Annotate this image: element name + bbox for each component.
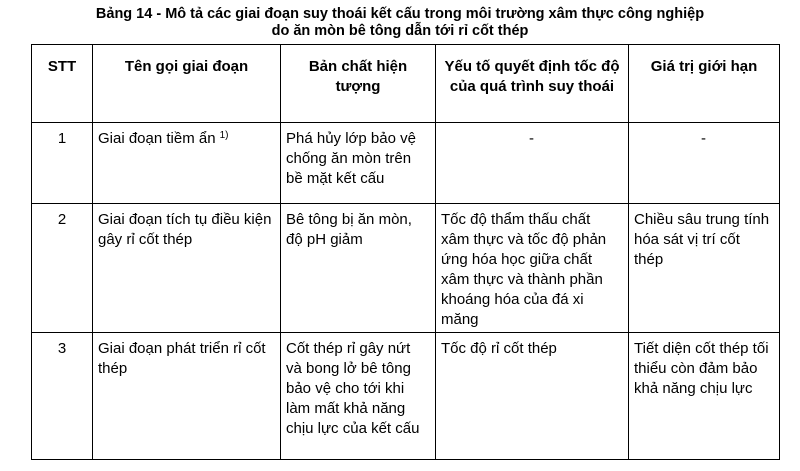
table-caption-line-2: do ăn mòn bê tông dẫn tới rỉ cốt thép: [271, 23, 529, 39]
cell-stt: 2: [32, 204, 93, 333]
cell-determining-factor: -: [436, 123, 629, 204]
header-phenomenon-nature: Bản chất hiện tượng: [281, 45, 436, 123]
cell-phenomenon-nature: Phá hủy lớp bảo vệ chống ăn mòn trên bề mặt kết cấu: [281, 123, 436, 204]
stage-name-text: Giai đoạn tiềm ẩn: [98, 130, 216, 147]
cell-limit-value: Tiết diện cốt thép tối thiểu còn đảm bảo khả năng chịu lực: [629, 333, 780, 460]
cell-stt: 1: [32, 123, 93, 204]
degradation-stages-table: [31, 44, 780, 460]
table-row: [32, 333, 780, 460]
table-row: [32, 204, 780, 333]
cell-stage-name: [93, 123, 281, 204]
header-limit-value: Giá trị giới hạn: [629, 45, 780, 123]
cell-determining-factor: Tốc độ thẩm thấu chất xâm thực và tốc độ phản ứng hóa học giữa chất xâm thực và thành phần khoáng hóa của đá xi măng: [436, 204, 629, 333]
header-stage-name: Tên gọi giai đoạn: [93, 45, 281, 123]
header-determining-factor: Yếu tố quyết định tốc độ của quá trình suy thoái: [436, 45, 629, 123]
cell-phenomenon-nature: Cốt thép rỉ gây nứt và bong lở bê tông bảo vệ cho tới khi làm mất khả năng chịu lực của kết cấu: [281, 333, 436, 460]
footnote-marker: 1): [219, 130, 229, 141]
cell-determining-factor: Tốc độ rỉ cốt thép: [436, 333, 629, 460]
cell-limit-value: -: [629, 123, 780, 204]
header-stt: STT: [32, 45, 93, 123]
table-row: [32, 123, 780, 204]
cell-phenomenon-nature: Bê tông bị ăn mòn, độ pH giảm: [281, 204, 436, 333]
cell-limit-value: Chiều sâu trung tính hóa sát vị trí cốt thép: [629, 204, 780, 333]
table-caption: [0, 6, 800, 40]
cell-stage-name: Giai đoạn phát triển rỉ cốt thép: [93, 333, 281, 460]
table-caption-line-1: Bảng 14 - Mô tả các giai đoạn suy thoái kết cấu trong môi trường xâm thực công nghiệp: [95, 6, 705, 22]
table-header-row: [32, 45, 780, 123]
cell-stage-name: Giai đoạn tích tụ điều kiện gây rỉ cốt thép: [93, 204, 281, 333]
cell-stt: 3: [32, 333, 93, 460]
